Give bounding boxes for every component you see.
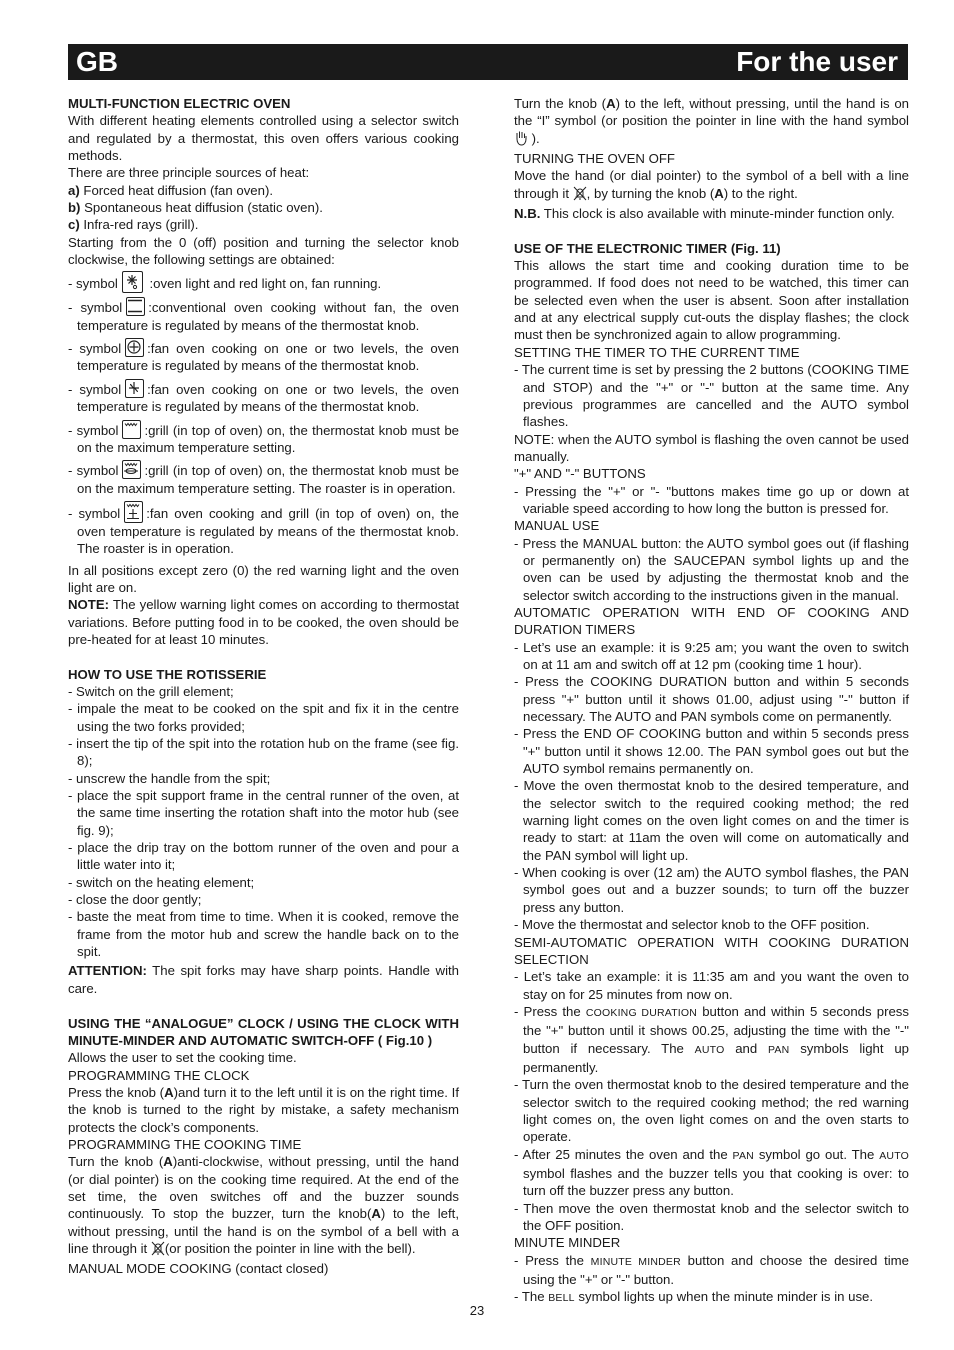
- positions-text: In all positions except zero (0) the red warning light and the oven light are on.: [68, 562, 459, 595]
- text-run: ) to the left, without pressing, until the hand is on the “I” symbol (or position the pointer in line with the hand symbol: [514, 96, 909, 129]
- bell-crossed-icon: [573, 186, 587, 205]
- timer-intro: This allows the start time and cooking duration time to be programmed. If food does not need to be watched, this timer can be selected even when the user is absent. Soon after installation and at any electrical supply cut-outs the display flashes; the clock must then be synchronized again to allow programming.: [514, 258, 909, 343]
- symbol-item: [68, 271, 459, 293]
- text-run: ) to the right.: [723, 185, 798, 201]
- source-a-key: a): [68, 182, 80, 198]
- knob-key: A: [164, 1084, 174, 1100]
- text-run: and: [724, 1040, 768, 1056]
- symbol-prefix: - symbol: [68, 505, 121, 521]
- text-run: , by turning the knob (: [586, 185, 715, 201]
- list-item: - place the spit support frame in the central runner of the oven, at the same time inserting the rotation shaft into the motor hub (see fig. 9);: [68, 788, 459, 838]
- fan-oven-icon: [125, 379, 144, 398]
- list-item: - switch on the heating element;: [68, 874, 255, 890]
- list-item: - The current time is set by pressing the 2 buttons (COOKING TIME and STOP) and the "+" or "-" button at the same time. Any previous programmes are cancelled and the AUTO symbol flashes.: [514, 362, 909, 430]
- minute-minder-title: MINUTE MINDER: [514, 1235, 621, 1251]
- grill-roaster-icon: [122, 460, 141, 479]
- text-run: Press the knob (: [68, 1084, 165, 1100]
- grill-icon: [122, 420, 141, 439]
- programming-clock-text: [68, 1084, 459, 1136]
- list-item: - Let’s use an example: it is 9:25 am; you want the oven to switch on at 11 am and switch off at 12 pm (cooking time 1 hour).: [514, 639, 909, 672]
- fan-oven-circular-icon: [125, 338, 144, 357]
- symbol-item: [68, 379, 459, 416]
- text-run: - The: [514, 1289, 549, 1305]
- text-run: button and within 5 seconds press the "+" button until it shows 00.25, adjusting the time with the "-" button if necessary. The: [523, 1003, 909, 1056]
- list-item: - Let’s take an example: it is 11:35 am and you want the oven to stay on for 25 minutes from now on.: [514, 969, 909, 1002]
- symbol-text: :fan oven cooking on one or two levels, the oven temperature is regulated by means of the thermostat knob.: [77, 341, 460, 374]
- text-run: - After 25 minutes the oven and the: [514, 1146, 733, 1162]
- move-hand-text: [514, 167, 909, 205]
- nb-text: This clock is also available with minute-minder function only.: [540, 206, 895, 222]
- list-item: - Move the oven thermostat knob to the desired temperature, and the selector switch to the required cooking method; the red warning light comes on the oven light comes on and the timer is ready to start: at 11am the oven will come on automatically and the PAN symbol will light up.: [514, 778, 909, 863]
- page-title: For the user: [736, 46, 898, 77]
- note-paragraph: [68, 596, 459, 648]
- language-code: GB: [76, 46, 118, 77]
- text-run: (or position the pointer in line with the bell).: [164, 1240, 416, 1256]
- list-item: [514, 1252, 909, 1289]
- knob-key: A: [606, 96, 616, 111]
- text-run: symbol flashes and the buzzer tells you that cooking is over: to turn off the buzzer press any button.: [523, 1165, 909, 1199]
- text-run: ).: [528, 130, 540, 146]
- sources-intro: There are three principle sources of heat:: [68, 165, 310, 181]
- symbol-item: [68, 297, 459, 334]
- text-run: Move the hand (or dial pointer) to the symbol of a bell with a line through it: [514, 168, 909, 201]
- symbol-text: :fan oven cooking on one or two levels, the oven temperature is regulated by means of the thermostat knob.: [77, 381, 460, 415]
- list-item: - Press the MANUAL button: the AUTO symbol goes out (if flashing or permanently on) the SAUCEPAN symbol lights up and the oven can be used by adjusting the thermostat knob and the selector switch according to the instructions given in the manual.: [514, 535, 909, 603]
- oven-heading: MULTI-FUNCTION ELECTRIC OVEN: [68, 96, 291, 111]
- programming-time-text: [68, 1153, 459, 1260]
- hand-icon: [514, 130, 528, 150]
- list-item: - Press the END OF COOKING button and within 5 seconds press "+" button until it shows 12.00. The PAN symbol goes out but the AUTO symbol remains permanently on.: [514, 726, 909, 777]
- conventional-oven-icon: [126, 297, 145, 316]
- text-run: )and turn it to the left until it is on the right time. If the knob is turned to the right by mistake, a safety mechanism protects the clock’s components.: [68, 1084, 459, 1135]
- symbol-text: :fan oven cooking and grill (in top of oven) on, the oven temperature is regulated by means of the thermostat knob. The roaster is in operation.: [77, 505, 460, 557]
- starting-text: Starting from the 0 (off) position and turning the selector knob clockwise, the following settings are obtained:: [68, 234, 459, 268]
- small-caps-run: BELL: [548, 1292, 575, 1305]
- small-caps-run: AUTO: [879, 1149, 909, 1162]
- manual-mode-title: MANUAL MODE COOKING (contact closed): [68, 1261, 329, 1277]
- source-c-text: Infra-red rays (grill).: [79, 217, 199, 233]
- list-item: [514, 1146, 909, 1200]
- text-run: )anti-clockwise, without pressing, until the hand (or dial pointer) is on the cooking time required. At the end of the set time, the oven switches off and the buzzer sounds continuously. To stop the buzzer, turn the knob(: [68, 1154, 459, 1222]
- attention-paragraph: [68, 962, 459, 997]
- text-run: - Press the: [514, 1252, 591, 1268]
- nb-key: N.B.: [514, 206, 541, 222]
- symbol-prefix: - symbol: [68, 422, 119, 438]
- note-text: The yellow warning light comes on according to thermostat variations. Before putting food in to be cooked, the oven should be pre-heated for at least 10 minutes.: [68, 597, 459, 647]
- source-b-key: b): [68, 200, 81, 216]
- oven-light-fan-icon: [122, 271, 143, 293]
- symbol-item: [68, 420, 459, 457]
- list-item: - Turn the oven thermostat knob to the desired temperature and the selector switch to the required cooking method; the red warning light comes on, the oven light comes on and the oven starts to operate.: [514, 1077, 909, 1145]
- attention-text: The spit forks may have sharp points. Handle with care.: [68, 963, 459, 996]
- list-item: - Pressing the "+" or "- "buttons makes time go up or down at variable speed according to how long the button is pressed for.: [514, 483, 909, 516]
- small-caps-run: PAN: [768, 1043, 790, 1056]
- symbol-prefix: - symbol: [68, 276, 118, 292]
- text-run: button and choose the desired time using the "+" or "-" button.: [523, 1252, 909, 1288]
- source-c-key: c): [68, 217, 80, 233]
- symbol-item: [68, 460, 459, 497]
- small-caps-run: PAN: [732, 1149, 754, 1162]
- symbol-text: :grill (in top of oven) on, the thermostat knob must be on the maximum temperature setting.: [77, 422, 460, 455]
- attention-key: ATTENTION:: [68, 963, 147, 979]
- text-run: - Press the: [514, 1003, 586, 1019]
- oven-intro: With different heating elements controlled using a selector switch and regulated by a thermostat, this oven offers various cooking methods.: [68, 113, 459, 164]
- knob-key: A: [163, 1154, 173, 1170]
- set-timer-title: SETTING THE TIMER TO THE CURRENT TIME: [514, 344, 800, 360]
- nb-paragraph: [514, 205, 909, 222]
- text-run: Turn the knob (: [68, 1154, 164, 1170]
- programming-time-title: PROGRAMMING THE COOKING TIME: [68, 1136, 302, 1152]
- bell-crossed-icon: [151, 1241, 165, 1260]
- source-c: [68, 216, 459, 233]
- text-run: symbol lights up when the minute minder is in use.: [574, 1289, 874, 1305]
- small-caps-run: COOKING DURATION: [585, 1006, 698, 1019]
- right-column: [514, 95, 909, 1308]
- source-a: [68, 182, 459, 199]
- symbol-prefix: - symbol: [68, 300, 123, 316]
- knob-key: A: [371, 1206, 381, 1222]
- source-b-text: Spontaneous heat diffusion (static oven).: [80, 200, 323, 216]
- list-item: - close the door gently;: [68, 892, 202, 908]
- text-run: Turn the knob (: [514, 96, 607, 111]
- fan-grill-icon: [124, 501, 143, 523]
- timer-heading: USE OF THE ELECTRONIC TIMER (Fig. 11): [514, 240, 781, 256]
- turn-knob-text: [514, 95, 909, 150]
- list-item: [514, 1003, 909, 1076]
- symbol-prefix: - symbol: [68, 463, 119, 479]
- symbol-item: [68, 501, 459, 558]
- list-item: - Then move the oven thermostat knob and the selector switch to the OFF position.: [514, 1200, 909, 1233]
- text-run: symbol go out. The: [753, 1146, 880, 1162]
- list-item: - Move the thermostat and selector knob to the OFF position.: [514, 917, 870, 933]
- clock-intro: Allows the user to set the cooking time.: [68, 1050, 297, 1066]
- text-run: symbols light up permanently.: [523, 1040, 909, 1075]
- symbol-text: :oven light and red light on, fan running.: [145, 276, 382, 292]
- buttons-title: "+" AND "-" BUTTONS: [514, 466, 646, 482]
- symbol-prefix: - symbol: [68, 381, 122, 397]
- rotisserie-heading: HOW TO USE THE ROTISSERIE: [68, 666, 267, 682]
- auto-note: NOTE: when the AUTO symbol is flashing the oven cannot be used manually.: [514, 431, 909, 464]
- list-item: - unscrew the handle from the spit;: [68, 770, 271, 786]
- note-key: NOTE:: [68, 597, 110, 613]
- auto-op-title: AUTOMATIC OPERATION WITH END OF COOKING AND DURATION TIMERS: [514, 604, 909, 638]
- clock-heading: USING THE “ANALOGUE” CLOCK / USING THE CLOCK WITH MINUTE-MINDER AND AUTOMATIC SWITCH-OFF ( Fig.10 ): [68, 1015, 459, 1048]
- symbol-text: :grill (in top of oven) on, the thermostat knob must be on the maximum temperature setting. The roaster is in operation.: [77, 463, 460, 496]
- list-item: - impale the meat to be cooked on the spit and fix it in the centre using the two forks provided;: [68, 701, 459, 734]
- small-caps-run: AUTO: [694, 1043, 725, 1056]
- semi-op-title: SEMI-AUTOMATIC OPERATION WITH COOKING DURATION SELECTION: [514, 934, 909, 967]
- list-item: - insert the tip of the spit into the rotation hub on the frame (see fig. 8);: [68, 736, 459, 769]
- programming-clock-title: PROGRAMMING THE CLOCK: [68, 1067, 250, 1083]
- turn-off-title: TURNING THE OVEN OFF: [514, 151, 675, 167]
- list-item: - Press the COOKING DURATION button and within 5 seconds press "+" button until it shows 01.00, adjust using "-" button if necessary. The AUTO and PAN symbols come on permanently.: [514, 674, 909, 725]
- list-item: - baste the meat from time to time. When it is cooked, remove the frame from the motor hub and screw the handle back on to the spit.: [68, 909, 459, 960]
- page-number: 23: [469, 1303, 485, 1318]
- symbol-text: :conventional oven cooking without fan, the oven temperature is regulated by means of the thermostat knob.: [77, 300, 459, 333]
- list-item: - When cooking is over (12 am) the AUTO symbol flashes, the PAN symbol goes out and a buzzer sounds; to turn off the buzzer press any button.: [514, 865, 909, 915]
- text-run: ) to the left, without pressing, until the hand is on the symbol of a bell with a line through it: [68, 1206, 459, 1256]
- manual-use-title: MANUAL USE: [514, 518, 600, 534]
- left-column: [68, 95, 459, 1278]
- list-item: - Switch on the grill element;: [68, 683, 234, 699]
- list-item: - place the drip tray on the bottom runner of the oven and pour a little water into it;: [68, 840, 459, 873]
- source-b: [68, 199, 459, 216]
- symbol-item: [68, 338, 459, 375]
- page-header: [68, 44, 908, 80]
- small-caps-run: MINUTE MINDER: [590, 1255, 681, 1268]
- knob-key: A: [714, 185, 724, 201]
- source-a-text: Forced heat diffusion (fan oven).: [79, 182, 274, 198]
- symbol-prefix: - symbol: [68, 341, 122, 357]
